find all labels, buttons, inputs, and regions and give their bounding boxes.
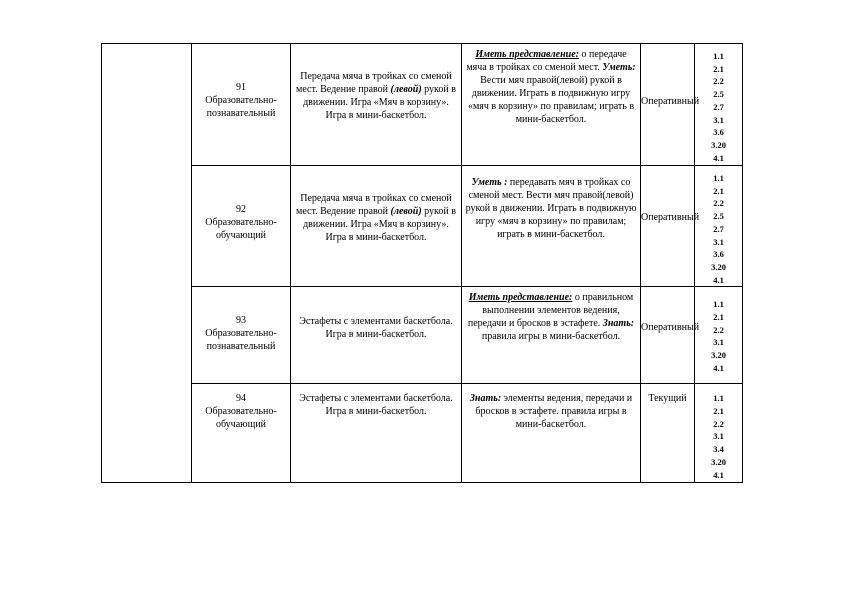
code: 3.20: [711, 350, 726, 361]
lesson-topic-cell: [291, 384, 462, 483]
code: 3.4: [713, 444, 724, 455]
result-label: Знать:: [602, 318, 635, 330]
control-type-cell: [641, 166, 700, 287]
code: 2.2: [713, 198, 724, 209]
code: 2.2: [713, 76, 724, 87]
code-list: [695, 44, 742, 164]
lesson-results-cell: [462, 166, 641, 287]
table-row: [102, 166, 743, 287]
code: 2.5: [713, 211, 724, 222]
lesson-type: Образовательно-обучающий: [205, 217, 277, 241]
control-type: Текущий: [648, 393, 687, 405]
code: 3.1: [713, 431, 724, 442]
code: 1.1: [713, 393, 724, 404]
code: 2.1: [713, 406, 724, 417]
code: 3.20: [711, 456, 726, 467]
code: 2.7: [713, 101, 724, 112]
result-text: правила игры в мини-баскетбол.: [481, 331, 621, 343]
lesson-plan-table: [101, 43, 743, 483]
lesson-topic-cell: [291, 166, 462, 287]
code: 3.20: [711, 261, 726, 272]
codes-cell: [695, 166, 743, 287]
code: 1.1: [713, 51, 724, 61]
result-label: Знать:: [469, 393, 502, 405]
result-text: элементы ведения, передачи и бросков в эстафете. правила игры в мини-баскетбол.: [475, 393, 633, 431]
code: 3.1: [713, 337, 724, 348]
code: 1.1: [713, 173, 724, 183]
lesson-number-cell: [192, 384, 291, 483]
lesson-results-cell: [462, 384, 641, 483]
code-list: [695, 384, 742, 481]
code: 3.6: [713, 249, 724, 260]
lesson-results: [462, 44, 640, 126]
table-row: [102, 384, 743, 483]
blank-left-cell: [102, 44, 192, 483]
result-text: о правильном выполнении элементов ведения, передачи и бросков в эстафете.: [467, 292, 634, 330]
control-type-cell: [641, 44, 700, 166]
lesson-results: [462, 166, 640, 241]
code: 2.1: [713, 185, 724, 196]
lesson-number-cell: [192, 44, 291, 166]
code: 1.1: [713, 299, 724, 310]
code: 2.1: [713, 312, 724, 323]
codes-cell: [695, 384, 743, 483]
lesson-results-cell: [462, 44, 641, 166]
lesson-number: 91: [236, 82, 246, 93]
code: 4.1: [713, 469, 724, 480]
control-type: Оперативный: [641, 212, 700, 223]
lesson-results: [462, 384, 640, 431]
table-row: [102, 287, 743, 384]
result-text: о передаче мяча в тройках со сменой мест.: [466, 49, 627, 73]
code: 2.2: [713, 418, 724, 429]
lesson-topic-cell: [291, 44, 462, 166]
lesson-topic: Передача мяча в тройках со сменой мест. Ведение правой (левой) рукой в движении. Игра «Мяч в корзину». Игра в мини-баскетбол.: [296, 193, 456, 243]
code: 2.2: [713, 324, 724, 335]
lesson-results-cell: [462, 287, 641, 384]
control-type-cell: [641, 384, 695, 483]
result-label: Уметь :: [471, 177, 508, 188]
lesson-topic-cell: [291, 287, 462, 384]
lesson-number-cell: [192, 166, 291, 287]
lesson-number: 94: [236, 393, 246, 405]
result-label: Уметь:: [602, 62, 636, 73]
control-type-cell: [641, 287, 700, 384]
code: 4.1: [713, 274, 724, 285]
code: 2.5: [713, 89, 724, 100]
code: 2.7: [713, 223, 724, 234]
lesson-type: Образовательно-познавательный: [205, 95, 277, 119]
lesson-topic: Эстафеты с элементами баскетбола. Игра в мини-баскетбол.: [299, 393, 453, 418]
table-row: [102, 44, 743, 166]
result-text: передавать мяч в тройках со сменой мест. Вести мяч правой(левой) рукой в движении. Играть в подвижную игру «мяч в корзину» по правилам; играть в мини-баскетбол.: [465, 177, 637, 240]
code: 3.20: [711, 139, 726, 150]
code: 3.1: [713, 114, 724, 125]
result-label: Иметь представление:: [475, 49, 579, 60]
codes-cell: [695, 44, 743, 166]
lesson-number-cell: [192, 287, 291, 384]
lesson-topic: Эстафеты с элементами баскетбола. Игра в мини-баскетбол.: [299, 316, 453, 341]
result-label: Иметь представление:: [468, 292, 573, 304]
lesson-topic: Передача мяча в тройках со сменой мест. Ведение правой (левой) рукой в движении. Игра «Мяч в корзину». Игра в мини-баскетбол.: [296, 71, 456, 121]
code: 4.1: [713, 152, 724, 163]
result-text: Вести мяч правой(левой) рукой в движении. Играть в подвижную игру «мяч в корзину» по правилам; играть в мини-баскетбол.: [467, 75, 635, 125]
code: 3.1: [713, 236, 724, 247]
code-list: [695, 287, 742, 374]
lesson-type: Образовательно-обучающий: [205, 406, 277, 431]
codes-cell: [695, 287, 743, 384]
lesson-number: 93: [236, 315, 246, 327]
control-type: Оперативный: [641, 96, 700, 107]
code: 4.1: [713, 362, 724, 373]
code-list: [695, 166, 742, 286]
lesson-type: Образовательно-познавательный: [205, 328, 277, 353]
code: 3.6: [713, 127, 724, 138]
lesson-results: [462, 287, 640, 343]
lesson-number: 92: [236, 204, 246, 215]
code: 2.1: [713, 63, 724, 74]
control-type: Оперативный: [641, 322, 700, 334]
